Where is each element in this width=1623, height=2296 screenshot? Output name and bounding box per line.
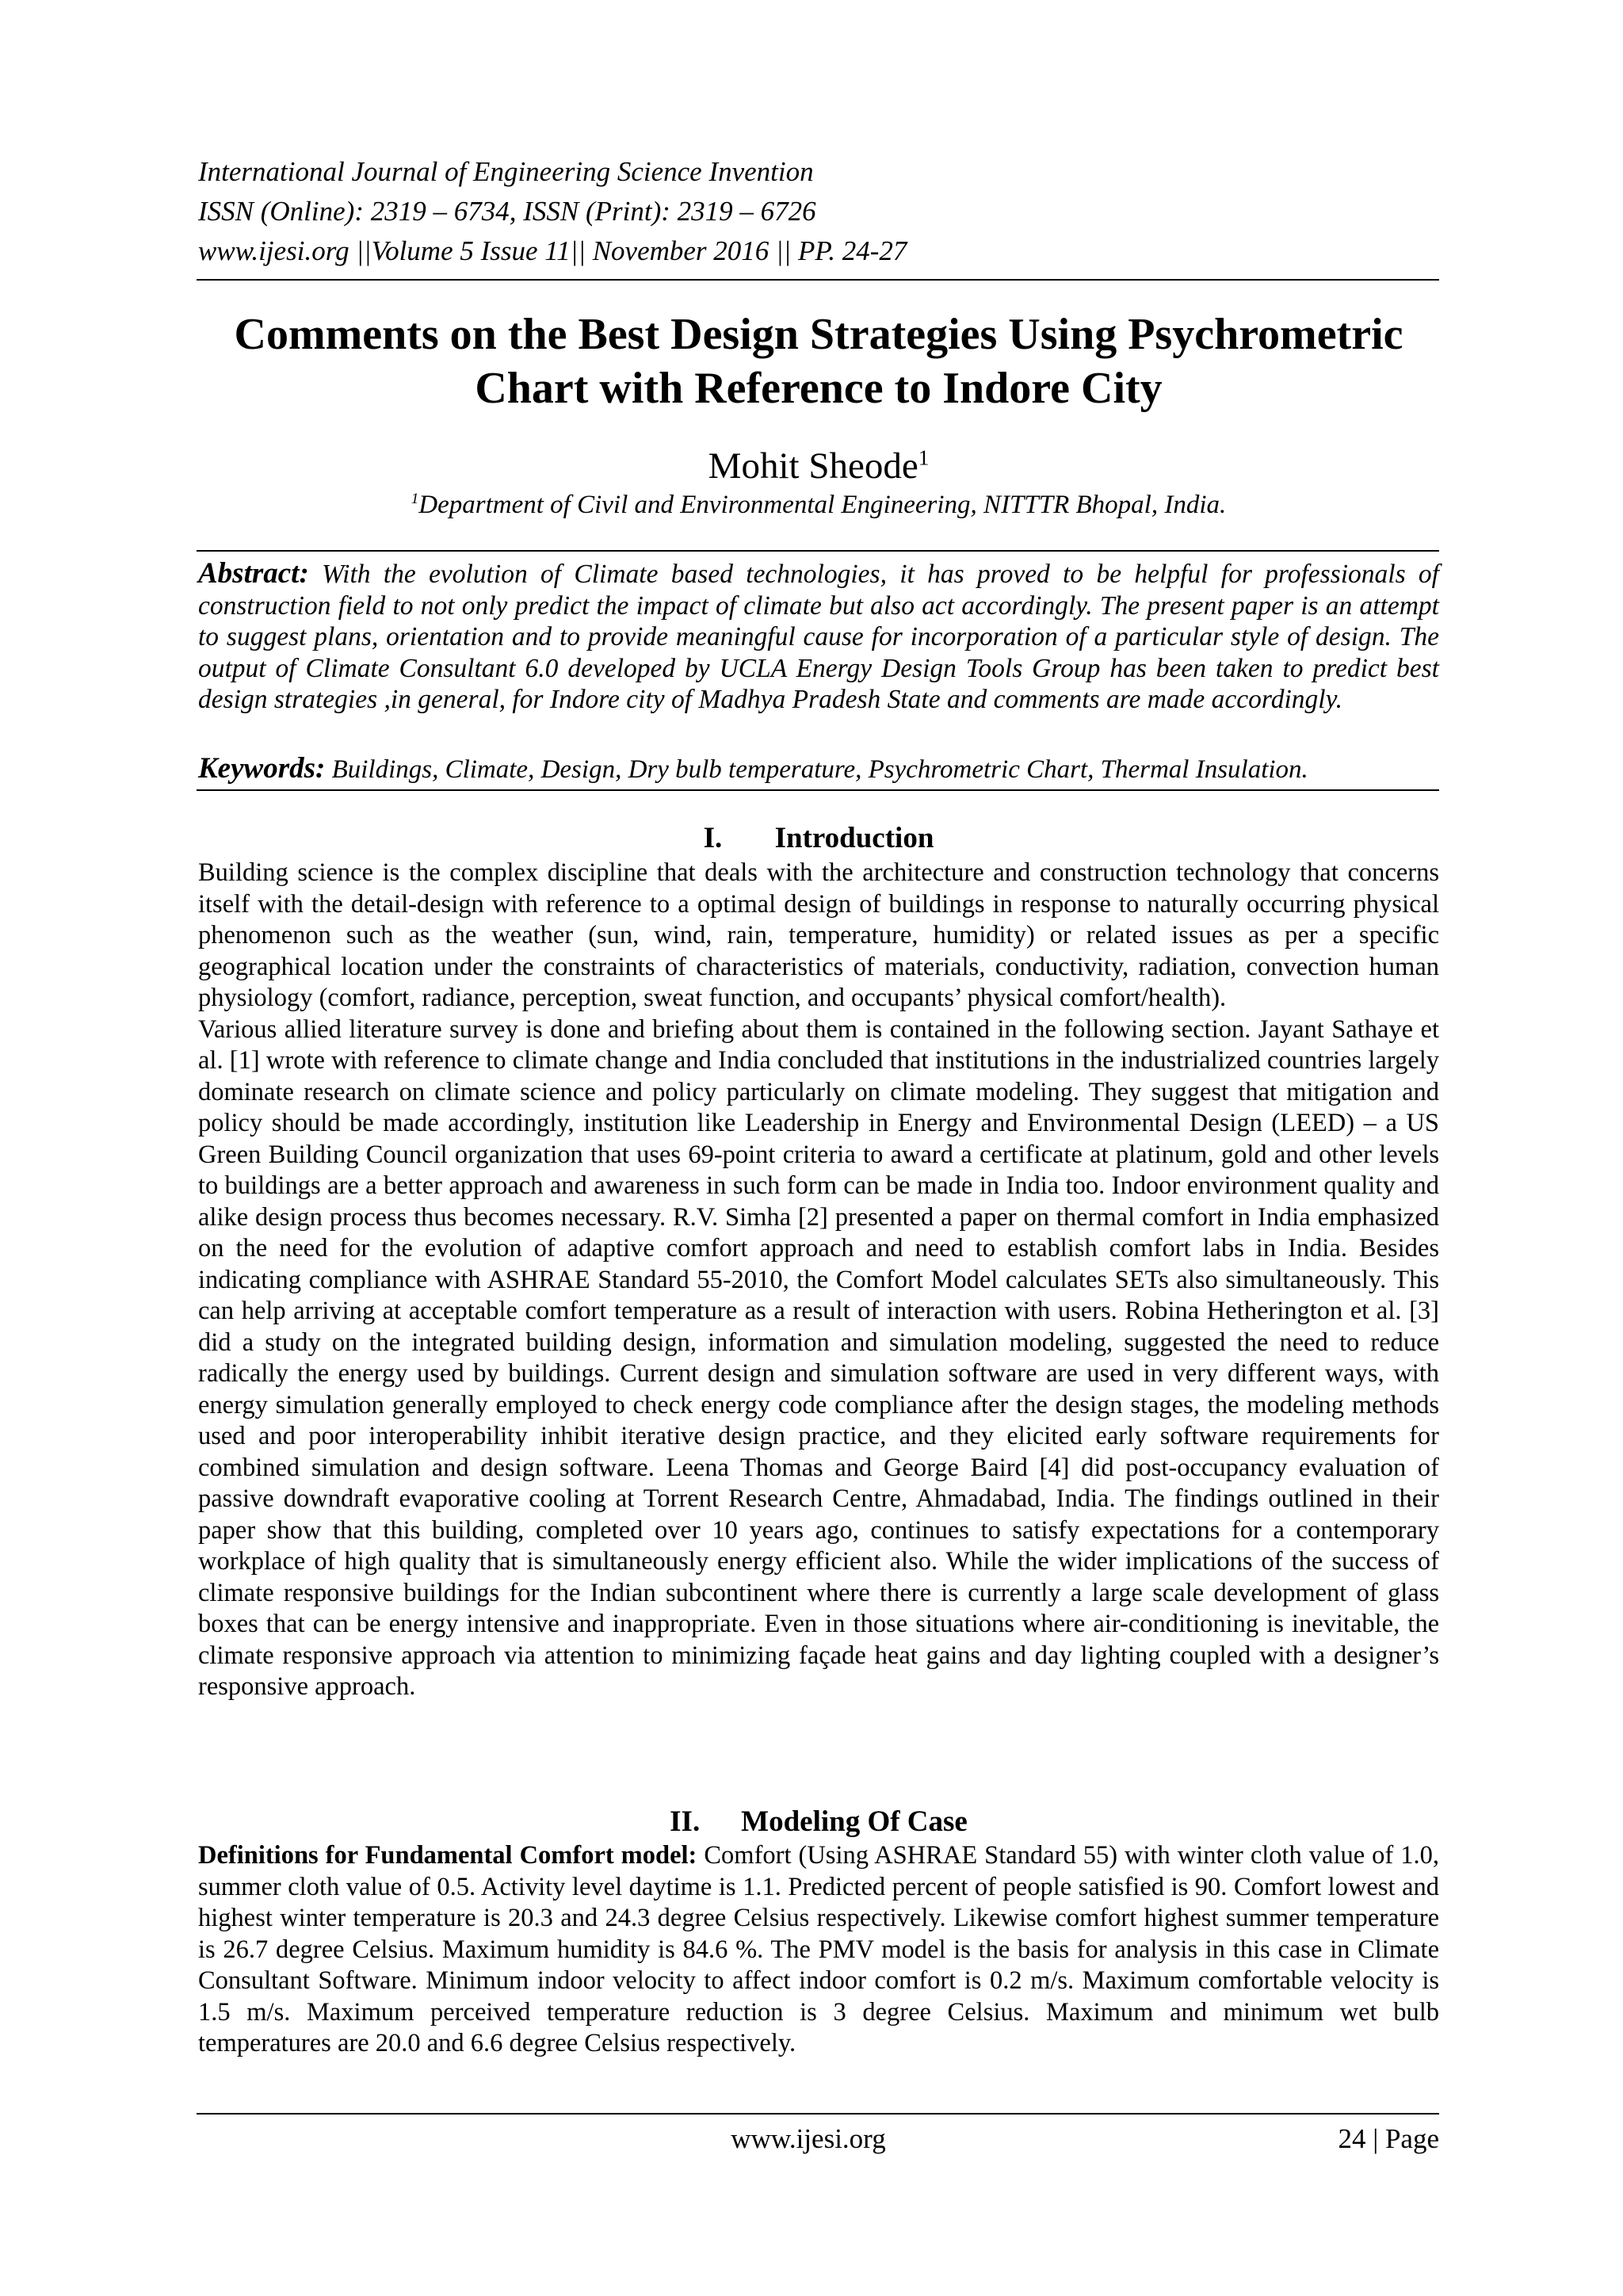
footer-rule	[197, 2113, 1439, 2115]
keywords	[198, 753, 1439, 785]
abstract	[198, 558, 1439, 716]
footer-url: www.ijesi.org	[731, 2123, 886, 2154]
author-name: Mohit Sheode	[708, 445, 918, 487]
section-title: Introduction	[774, 822, 934, 854]
abstract-text: With the evolution of Climate based technologies, it has proved to be helpful for professionals of construction field to not only predict the impact of climate but also act accordingly. The present paper is an attempt to suggest plans, orientation and to provide meaningful cause for incorporation of a particular style of design. The output of Climate Consultant 6.0 developed by UCLA Energy Design Tools Group has been taken to predict best design strategies ,in general, for Indore city of Madhya Pradesh State and comments are made accordingly.	[198, 560, 1439, 714]
journal-name: International Journal of Engineering Science Invention	[198, 156, 814, 187]
journal-volume: www.ijesi.org ||Volume 5 Issue 11|| November 2016 || PP. 24-27	[198, 235, 907, 266]
author	[198, 444, 1439, 488]
definition-lead: Definitions for Fundamental Comfort model:	[198, 1841, 697, 1870]
abstract-bottom-rule	[197, 789, 1439, 791]
affiliation-superscript: 1	[411, 491, 419, 507]
paragraph	[198, 1840, 1439, 2060]
modeling-body	[198, 1840, 1439, 2060]
section-heading-introduction	[198, 821, 1439, 856]
introduction-body	[198, 858, 1439, 1703]
abstract-top-rule	[197, 550, 1439, 552]
abstract-label: Abstract:	[198, 557, 309, 590]
section-number: II.	[670, 1805, 701, 1838]
author-superscript: 1	[918, 445, 930, 470]
section-number: I.	[703, 822, 723, 854]
journal-issn: ISSN (Online): 2319 – 6734, ISSN (Print): 2319 – 6726	[198, 196, 816, 227]
section-heading-modeling	[198, 1805, 1439, 1839]
header-rule	[197, 279, 1439, 281]
section-title: Modeling Of Case	[741, 1805, 968, 1838]
keywords-label: Keywords:	[198, 752, 326, 785]
affiliation-text: Department of Civil and Environmental Engineering, NITTTR Bhopal, India.	[418, 491, 1227, 519]
definition-text: Comfort (Using ASHRAE Standard 55) with winter cloth value of 1.0, summer cloth value of 0.5. Activity level daytime is 1.1. Predicted percent of people satisfied is 90. Comfort lowest and highest winter temperature is 20.3 and 24.3 degree Celsius respectively. Likewise comfort highest summer temperature is 26.7 degree Celsius. Maximum humidity is 84.6 %. The PMV model is the basis for analysis in this case in Climate Consultant Software. Minimum indoor velocity to affect indoor comfort is 0.2 m/s. Maximum comfortable velocity is 1.5 m/s. Maximum perceived temperature reduction is 3 degree Celsius. Maximum and minimum wet bulb temperatures are 20.0 and 6.6 degree Celsius respectively.	[198, 1841, 1439, 2057]
paper-title: Comments on the Best Design Strategies Using Psychrometric Chart with Reference to Indore City	[234, 310, 1403, 413]
paragraph: Building science is the complex discipline that deals with the architecture and construction technology that concerns itself with the detail-design with reference to a optimal design of buildings in response to naturally occurring physical phenomenon such as the weather (sun, wind, rain, temperature, humidity) or related issues as per a specific geographical location under the constraints of characteristics of materials, conductivity, radiation, convection human physiology (comfort, radiance, perception, sweat function, and occupants’ physical comfort/health).	[198, 858, 1439, 1012]
affiliation	[198, 488, 1439, 521]
keywords-text: Buildings, Climate, Design, Dry bulb temperature, Psychrometric Chart, Thermal Insulation.	[331, 755, 1308, 784]
paragraph: Various allied literature survey is done and briefing about them is contained in the following section. Jayant Sathaye et al. [1] wrote with reference to climate change and India concluded that institutions in the industrialized countries largely dominate research on climate science and policy particularly on climate modeling. They suggest that mitigation and policy should be made accordingly, institution like Leadership in Energy and Environmental Design (LEED) – a US Green Building Council organization that uses 69-point criteria to award a certificate at platinum, gold and other levels to buildings are a better approach and awareness in such form can be made in India too. Indoor environment quality and alike design process thus becomes necessary. R.V. Simha [2] presented a paper on thermal comfort in India emphasized on the need for the evolution of adaptive comfort approach and need to establish comfort labs in India. Besides indicating compliance with ASHRAE Standard 55-2010, the Comfort Model calculates SETs also simultaneously. This can help arriving at acceptable comfort temperature as a result of interaction with users. Robina Hetherington et al. [3] did a study on the integrated building design, information and simulation modeling, suggested the need to reduce radically the energy used by buildings. Current design and simulation software are used in very different ways, with energy simulation generally employed to check energy code compliance after the design stages, the modeling methods used and poor interoperability inhibit iterative design practice, and they elicited early software requirements for combined simulation and design software. Leena Thomas and George Baird [4] did post-occupancy evaluation of passive downdraft evaporative cooling at Torrent Research Centre, Ahmadabad, India. The findings outlined in their paper show that this building, completed over 10 years ago, continues to satisfy expectations for a contemporary workplace of high quality that is simultaneously energy efficient also. While the wider implications of the success of climate responsive buildings for the Indian subcontinent where there is currently a large scale development of glass boxes that can be energy intensive and inappropriate. Even in those situations where air-conditioning is inevitable, the climate responsive approach via attention to minimizing façade heat gains and day lighting coupled with a designer’s responsive approach.	[198, 1014, 1439, 1701]
journal-header	[198, 152, 1434, 271]
page-number: 24 | Page	[1338, 2123, 1439, 2154]
